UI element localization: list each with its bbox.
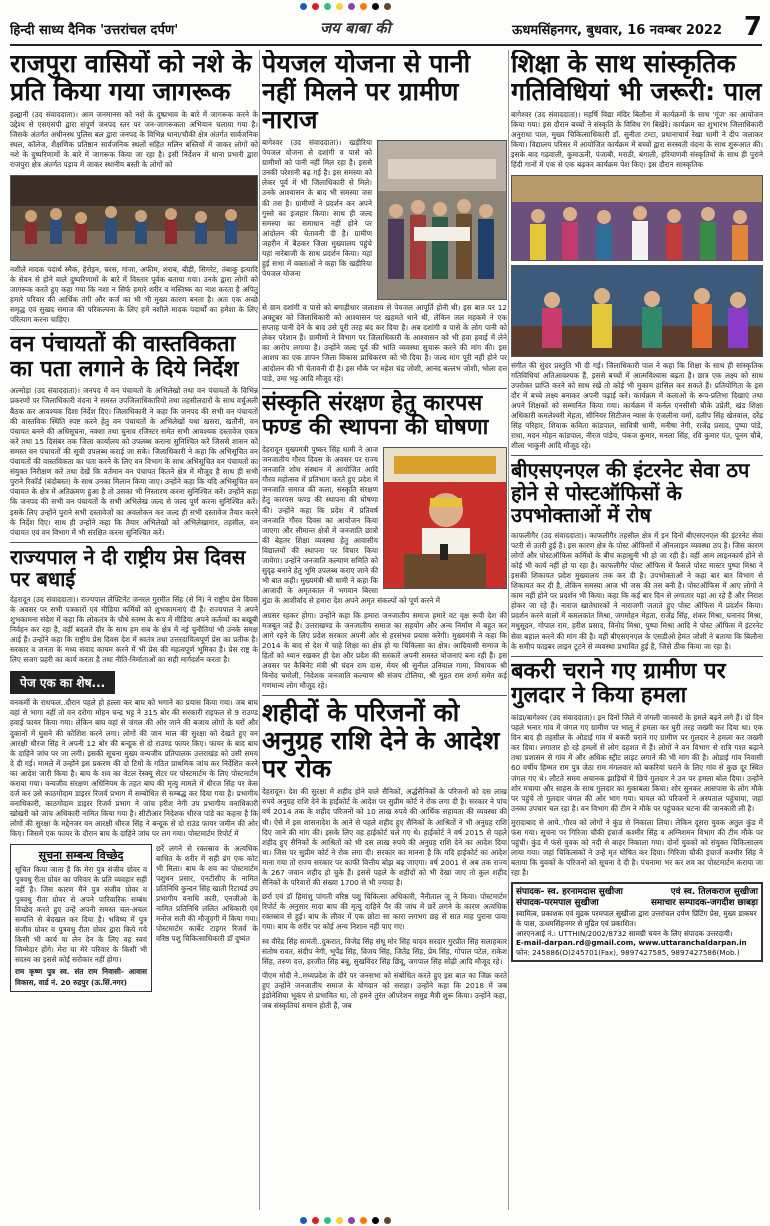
article-text: नशीले मादक पदार्थ स्मैक, हेरोइन, चरस, गांजा, अफीम, शराब, बीड़ी, सिगरेट, तंबाकू इत्यादि के सेवन से होने वाले दुष्परिणामों के बारे में विस्तार पूर्वक बताया गया। उनके द्वारा लोगों को जागरूक करते हुए कहा गया कि नशा न सिर्फ हमारे शरीर व मस्तिष्क का नाश करता है अपितु हमारे परिवार की आर्थिक तंगी और कर्ज का भी भी मुख्य कारण बनता है। अतः एक अच्छे समृद्ध एवं सुखद समाज की परिकल्पना के लिए हमें नशीले मादक पदार्थों का हमेशा के लिए परित्याग करना चाहिए। bbox=[10, 264, 258, 325]
article-text: काफलीगैर (उद संवाददाता)। काफलीगैर तहसील क्षेत्र में इन दिनों बीएसएनएल की इंटरनेट सेवा पटरी से उतरी हुई है। इस कारण क्षेत्र के पोस्ट ऑफिसों में ऑनलाइन व्यवस्था ठप है। जिस कारण लोगों और पोस्टऑफिस कर्मियों के बीच कहासुनी भी हो जा रही है। वहीं आम लाइनकार्य होने से कोई भी कार्य नहीं हो पा रहा है। काफलीगैर पोस्ट ऑफिस में फैसले पोस्ट मास्टर पुष्पा मिश्रा ने इसकी शिकायत प्रदेश मुख्यालय तक कर दी है। उपभोक्ताओं ने कहा बार बार विभाग से शिकायत कर दी है, लेकिन समस्या आज भी जस की तस बनी है। पोस्टऑफिस में आए लोगों ने काम नहीं होने पर प्रदर्शन भी किया। कहा कि कई बार दिन से लगातार यहां आ रहे हैं और निराश होकर जा रहे हैं। नाराज खातेधारकों ने नाराजगी जताते हुए पोस्ट ऑफिस में प्रदर्शन किया। प्रदर्शन करने वालों में कमलकांत मिश्रा, जगमोहन मेहता, राजेंद्र सिंह, शंकर मिश्रा, घनानंद मिश्रा, मधुसूदन, गोपाल राम, हरीश प्रसाद, विनोद मिश्रा, पुष्पा मिश्रा आदि ने पोस्ट ऑफिस में इंटरनेट सेवा बहाल करने की मांग की है। वहीं बीएसएनएल के एसडीओ हेमंत जोशी ने बताया कि बिलौना के समीप फाइबर लाइन टूटने से व्यवस्था प्रभावित हुई है, जिसे ठीक किया जा रहा है। bbox=[511, 530, 763, 651]
news-photo bbox=[10, 175, 258, 261]
registration-dot bbox=[348, 3, 355, 10]
imprint-box bbox=[511, 882, 763, 962]
registration-dot bbox=[336, 1217, 343, 1224]
notice-row bbox=[10, 844, 258, 992]
news-photo bbox=[383, 447, 507, 589]
section-tag-continuation: पेज एक का शेष... bbox=[10, 671, 115, 694]
registration-dot bbox=[372, 1217, 379, 1224]
imprint-phone: फोन: 245886(O)245701(Fax), 9897427585, 9897427586(Mob.) bbox=[516, 947, 740, 957]
headline-corpus-fund: संस्कृति संरक्षण हेतु कारपस फण्ड की स्थापना की घोषणा bbox=[262, 390, 489, 441]
registration-dot bbox=[372, 3, 379, 10]
registration-dot bbox=[384, 1217, 391, 1224]
imprint-details: स्वामित्व, प्रकाशक एवं मुद्रक परमपाल सुखीजा द्वारा उत्तरांचल दर्पण प्रिंटिंग प्रेस, मुख्य डाकघर के पास, ऊधमसिंहनगर से मुद्रित एवं प्रकाशित। bbox=[516, 909, 757, 929]
registration-dot bbox=[300, 1217, 307, 1224]
notice-title: सूचना सम्बन्ध विच्छेद bbox=[38, 848, 124, 862]
registration-dot bbox=[360, 1217, 367, 1224]
article-text: वनकर्मी के राधफल..दौरान पहले हो हल्ला कर बाघ को भगाने का प्रयास किया गया। जब बाघ वहां से भागा नहीं तो वन दरोगा मोहन चन्द्र भट्ट ने 315 बोर की सरकारी राइफल से 9 राउण्ड हवाई फायर किया गया। लेकिन बाघ वहां से जंगल की ओर जाने की बजाय लोगों के घरों और दुकानों में घुसने की कोशिश करने लगा। लोगों की जान माल की सुरक्षा को देखते हुए वन आरक्षी धीरज सिंह ने अपनी 12 बोर की बन्दूक से दो राउण्ड फायर किए। फायर के बाद बाघ के दाहिने जांघ पर जा लगी। इसकी सूचना मुख्य वन्यजीव प्रतिपालक उत्तराखंड को उसी समय दे दी गई। मामले में उन्होंने इस प्रकरण की दो टिमों के गठित प्राथमिक जांच कर निर्देशित करने का आदेश जारी किया है। बाघ के शव का वेटल रेस्क्यू सेंटर पर पोस्टमार्टम के लिए पोस्टमार्टम कराया गया। वन्यजीव संरक्षण अधिनियम के तहत बाघ की मृत्यु मामले में धीरज सिंह पर केस दर्ज कर उसे काठगोदाम डाइरर रिजर्व प्रभाग में सम्बोधित से सम्बद्ध कर दिया गया है। प्रभागीय वनाधिकारी, काठगोदाम डाइरर रिजर्व प्रभाग ने जांच हरीश नेगी उप प्रभागीय वनाधिकारी खोखरी को जांच अधिकारी नामित किया गया है। सीटीआर निदेशक धीरज पांडे का कहना है कि लोगों की सुरक्षा के मद्देनजर वन आरक्षी धीरज सिंह ने बन्दूक से दो राउंड फायर जमीन की ओर किए। जिसमें एक फायर के दौरान बाघ के दाहिने जांघ पर लग गया। पोस्टमार्टम रिपोर्ट में bbox=[10, 698, 258, 839]
news-editor: समाचार सम्पादक-जगदीश छाबड़ा bbox=[650, 898, 758, 909]
registration-dot bbox=[324, 3, 331, 10]
article-text: पीएम मोदी ने..मध्यप्रदेश के दौरे पर जनसभा को संबोधित करते हुए इस बात का जिक्र करते हुए उन्होंने जनजातीय समाज के योगदान को सराहा। उन्होंने कहा कि 2018 में जब इंडोनेशिया भूकंप से प्रभावित था, तो हमने तुरंत ऑपरेशन समुद्र मैत्री शुरू किया। उन्होंने कहा, जब संस्कृतियां समान होती हैं, जब bbox=[262, 970, 507, 1011]
divider bbox=[262, 388, 507, 389]
dateline: ऊधमसिंहनगर, बुधवार, 16 नवम्बर 2022 bbox=[512, 23, 722, 38]
article-text: संगीत की सुंदर प्रस्तुति भी दी गई। जिलाधिकारी पाल ने कहा कि शिक्षा के साथ ही सांस्कृतिक गतिविधियां अतिआवश्यक हैं, इससे बच्चों में आत्मविश्वास बढ़ता है। छात्र एक लक्ष्य को साथ उपरोक्त प्राप्ति करने को साथ रखें तो कोई भी मुकाम हासिल कर सकते हैं। प्रतियोगिता के इस दौर में बच्चे लक्ष्य बनाकर अपनी पढ़ाई करें। कार्यक्रम में कलाओं के रूप-प्रतिभा दिखाएं तथा अपने शिक्षकों को सम्मानित किया गया। कार्यक्रम में कर्नल एनसीसी चौके उप्रेती, खंड शिक्षा अधिकारी कमलेश्वरी मेहता, सीनियर सिटीजन न्यास के एंजलीना वर्मा, दलीप सिंह खेतवाल, दरेंद्र सिंह परिहार, शिवाक कविता कांडपाल, सावित्री धामी, मनीषा नेगी, राजेंद्र प्रसाद, पुष्पा पांडे, राधा, मदन मोहन कांडपाल, नीरज पांडेय, पंकज कुमार, मनला सिंह, रवि कुमार पंत, पूनम चौबे, शीला भाकुनी आदि मौजूद रहे। bbox=[511, 360, 763, 451]
founder-editor: संपादक- स्व. हरनामदास सुखीजा bbox=[516, 887, 623, 898]
imprint-founders bbox=[516, 887, 758, 898]
registration-dot bbox=[300, 3, 307, 10]
masthead-center-text: जय बाबा की bbox=[320, 19, 391, 37]
paper-name: हिन्दी साध्य दैनिक 'उत्तरांचल दर्पण' bbox=[10, 23, 179, 38]
divider bbox=[10, 542, 258, 543]
headline-sanskritik-gatividhi: शिक्षा के साथ सांस्कृतिक गतिविधियां भी जरूरी: पाल bbox=[511, 50, 762, 106]
article-text: स्व वीरेंद्र सिंह सामंती..दुकरात, विजेंद्र सिंह संधू मोर सिंह यादव सरदार गुरप्रीत सिंह सलाहकार संतोष रावत, संदीप नेगी, भूपेंद्र सिंह, विजय सिंह, जितेंद्र सिंह, प्रेम सिंह, गोपाल पटेल, राकेश सिंह, तरुण दत्त, हरजीत सिंह बंबू, सुखविंदर सिंह छिंदू, जगपाल सिंह सोढ़ी आदि मौजूद रहे। bbox=[262, 936, 507, 966]
article-text: हल्द्वानी (उद संवाददाता)। आम जनमानस को नशे के दुष्प्रभाव के बारे में जागरूक करने के उद्देश्य से एसएसपी द्वारा संपूर्ण जनपद स्तर पर जन-जागरूकता अभियान चलाया गया है। जिसके अंतर्गत अधीनस्थ पुलिस बल द्वारा जनपद के विभिन्न थाना/चौकी क्षेत्र अंतर्गत सार्वजनिक स्थल, कॉलेज, शैक्षणिक प्रतिष्ठान सार्वजनिक स्थलों सहित मलिन बस्तियों में जाकर लोगों को नशे के दुष्परिणामों के बारे में जागरूक किया जा रहा है। इसी निर्देशन में थाना प्रभारी द्वारा राजपुरा क्षेत्र अंतर्गत पड़ाव में जाकर स्थानीय बस्ती के लोगों को bbox=[10, 110, 258, 170]
article-text: देहरादून। देश की सुरक्षा में शहीद होने वाले सैनिकों, अर्द्धसैनिकों के परिजनों को दस लाख रुपये अनुग्रह राशि देने के हाईकोर्ट के आदेश पर सुप्रीम कोर्ट ने रोक लगा दी है। सरकार ने पांच वर्ष 2014 तक के शहीद परिजनों को 10 लाख रुपये की आर्थिक सहायता की व्यवस्था की थी। ऐसे में इस शासनादेश के आने से पहले शहीद हुए सैनिकों के आश्रितों ने भी अनुग्रह राशि दिए जाने की मांग की। इसके लिए वह हाईकोर्ट चले गए थे। हाईकोर्ट ने वर्ष 2015 से पहले शहीद हुए सैनिकों के आश्रितों को भी दस लाख रुपये की अनुग्रह राशि देने का आदेश दिया था। जिस पर सुप्रीम कोर्ट ने रोक लगा दी। सरकार का मानना है कि यदि हाईकोर्ट का आदेश माना गया तो राज्य सरकार पर काफी वित्तीय बोझ बढ़ जाएगा। वर्ष 2001 से अब तक राज्य के 267 जवान शहीद हो चुके हैं। इससे पहले के शहीदों को भी देखा जाए तो कुल शहीद सैनिकों के परिवारों की संख्या 1700 से भी ज्यादा है। bbox=[262, 787, 507, 888]
article-text: मुरादाबाद से आये..गौरव को लोगों ने कुंड से निकाला लिया। लेकिन दूसरा युवक अतुल कुंड में फंस गया। सूचना पर गिरिजा चौकी इंचार्ज कश्मीर सिंह व अग्निशमन विभाग की टीम मौके पर पहुंची। कुंड में फंसे युवक को नदी से बाहर निकाला गया। दोनों युवकों को संयुक्त चिकित्सालय लाया गया। जहां चिकित्सकों ने उन्हें मृत घोषित कर दिया। गिरिजा चौकी इंचार्ज कश्मीर सिंह ने बताया कि युवकों के परिजनों को सूचना दे दी है। पंचनामा भर कर शव का पोस्टमार्टम कराया जा रहा है। bbox=[511, 817, 763, 878]
divider bbox=[511, 656, 763, 657]
news-photo bbox=[511, 175, 763, 261]
article-text: बागेश्वर (उद संवाददाता)। महर्षि विद्या मंदिर बिलौना में कार्यक्रमों के साथ 'गूंज' का आयोजन किया गया। इस दौरान बच्चों ने संस्कृति के विविध रंग बिखेरे। कार्यक्रम का शुभारंभ जिलाधिकारी अनुराधा पाल, मुख्य चिकित्साधिकारी डॉ. सुनीता टम्टा, प्रधानाचार्य रेखा धामी ने दीप जलाकर किया। विद्यालय परिसर में आयोजित कार्यक्रम में बच्चों द्वारा सरस्वती वंदना के साथ शुरूआत की। इसके बाद गढ़वाली, कुमाऊनी, पंजाबी, मराठी, बंगाली, हरियाणवी संस्कृतियों के साथ ही पुराने हिंदी गानों में एक से एक बढ़कर कार्यक्रम पेश किए। इस दौरान सास्कृतिक bbox=[511, 110, 763, 170]
headline-press-divas: राज्यपाल ने दी राष्ट्रीय प्रेस दिवस पर बधाई bbox=[10, 544, 246, 592]
notice-text: सूचित किया जाता है कि मेरा पुत्र संजीव ग्रोवर व पुत्रवधु रीता ग्रोवर का परिवार के प्रति व्यवहार सही नहीं है। जिस कारण मैंने पुत्र संजीव ग्रोवर व पुत्रवधु रीता ग्रोवर से अपने पारिवारिक सम्बंध विच्छेद करते हुए उन्हें अपनी समस्त चल-अचल सम्पत्ति से बेदखल कर दिया है। भविष्य में पुत्र संजीव ग्रोवर व पुत्रवधु रीता ग्रोवर द्वारा किये गये किसी भी कार्य या लेन देन के लिए वह स्वयं जिम्मेदार होंगे। मेरा या मेरे परिवार के किसी भी सदस्य का इससे कोई सरोकार नहीं होगा। bbox=[15, 864, 147, 965]
registration-dot bbox=[360, 3, 367, 10]
column-1 bbox=[10, 50, 258, 1210]
imprint-rni: आरएनआई नं.: UTTHIN/2002/8732 सामग्री चयन के लिए संपादक उत्तरदायी। bbox=[516, 928, 733, 938]
news-photo bbox=[511, 265, 763, 357]
crowd-photo-icon bbox=[11, 176, 258, 260]
headline-van-panchayat: वन पंचायतों की वास्तविकता का पता लगाने के दिये निर्देश bbox=[10, 332, 239, 382]
divider bbox=[262, 695, 507, 696]
publisher-editor: संपादक-परमपाल सुखीजा bbox=[516, 898, 599, 909]
article-text: देहरादून (उद संवाददाता)। राज्यपाल लेफ्टिनेंट जनरल गुरमीत सिंह (से नि) ने राष्ट्रीय प्रेस दिवस के अवसर पर सभी पत्रकारों एवं मीडिया कर्मियों को शुभकामनाएं दी हैं। राज्यपाल ने अपने शुभकामना संदेश में कहा कि लोकतंत्र के चौथे स्तम्भ के रूप में मीडिया अपने कर्तव्यों का बखूबी निर्वहन कर रहा है, वहीं बदलते दौर के साथ हम सब के क्षेत्र में नई चुनौतियां भी उनके समक्ष आई हैं। उन्होंने कहा कि राष्ट्रीय प्रेस दिवस देश में स्वतंत्र तथा उत्तरदायित्वपूर्ण प्रेस का प्रतीक है। सरकार व जनता के मध्य संवाद कायम करने में भी प्रेस की महत्वपूर्ण भूमिका है। प्रेस राष्ट्र के लिए सजग प्रहरी का कार्य करता है तथा नीति-निर्माताओं का सही मार्गदर्शन करता है। bbox=[10, 594, 258, 665]
headline-nasha-jagrukta: राजपुरा वासियों को नशे के प्रति किया गया जागरूक bbox=[10, 50, 252, 106]
article-text: अग्रसर रहकर होगा। उन्होंने कहा कि हमारा जनजातीय समाज हमारे वट वृक्ष रूपी देश की मजबूत जड़ें हैं। उत्तराखण्ड के जनजातीय समाज का सहयोग और अन्य निर्माण में बहुत कर आगे रहने के लिए प्रदेश सरकार अपनी ओर से हरसंभव प्रयास करेगी। मुख्यमंत्री ने कहा कि 2014 के बाद से देश में चाहे शिक्षा का क्षेत्र हो या चिकित्सा का क्षेत्र। आदिवासी समाज के हितों को ध्यान रखकर ही देश और प्रदेश की सरकारें अपनी समस्त योजनाएं बना रही हैं। इस अवसर पर कैबिनेट मंत्री श्री चंदन राम दास, मेयर श्री सुनील उनियाल गामा, विधायक श्री विनोद चमोली, निदेशक जनजाति कल्याण श्री संजय टोलिया, श्री मुहत राम शर्मा समेत कई गणमान्य लोग मौजूद रहे। bbox=[262, 610, 507, 691]
imprint-email[interactable]: E-mail-darpan.rd@gmail.com, www.uttaranchaldarpan.in bbox=[516, 938, 747, 948]
column-divider bbox=[259, 50, 260, 1210]
masthead bbox=[10, 14, 762, 46]
cm-speech-photo-icon bbox=[384, 448, 506, 588]
founder-coeditor: एवं स्व. तिलकराज सुखीजा bbox=[670, 887, 758, 898]
registration-dots-bottom bbox=[0, 1214, 770, 1226]
notice-box bbox=[10, 844, 152, 992]
article-text: कांडा/बागेश्वर (उद संवाददाता)। इन दिनों जिले में जंगली जानवरों के हमले बढ़ने लगे हैं। दो दिन पहले भनार गांव में जंगल गए ग्रामीण पर भालू ने हमला कर घुरी तरह जख्मी कर दिया था। एक दिन बाद ही तहसील के ओडाई गांव में बकरी चराने गए ग्रामीण पर गुलदार ने हमला कर जख्मी कर दिया। लगातार हो रहे हमलों से लोग दहशत में हैं। लोगों ने वन विभाग से रात्रि गश्त बढ़ाने तथा प्रशासन से गांव में और अधिक स्ट्रीट लाइट लगाने की भी मांग की है। ओडाई गांव निवासी 60 वर्षीय हिम्मत राम पुत्र जेठा राम मंगलवार को बकरियां चराने के लिए गांव से कुछ दूर स्थित जंगल गए थे। लौटते समय अचानक झाड़ियों में छिपे गुलदार ने उन पर हमला बोल दिया। उन्होंने शोर मचाया और साहस के साथ गुलदार का मुकाबला किया। शोर सुनकर आसपास के लोग मौके पर पहुंचे तो गुलदार जंगल की ओर भाग गया। घायल को परिजनों ने अस्पताल पहुंचाया, जहां उनका उपचार चल रहा है। वन विभाग की टीम ने मौके पर पहुंचकर घटना की जानकारी ली है। bbox=[511, 712, 763, 813]
imprint-editors bbox=[516, 898, 758, 909]
registration-dot bbox=[336, 3, 343, 10]
notice-signature: राम कृष्ण पुत्र स्व. संत राम निवासी- आवास विकास, वार्ड नं. 20 रुद्रपुर (ऊ.सिं.नगर) bbox=[15, 967, 147, 987]
registration-dot bbox=[312, 1217, 319, 1224]
headline-guldar-hamla: बकरी चराने गए ग्रामीण पर गुलदार ने किया हमला bbox=[511, 658, 726, 709]
divider bbox=[10, 329, 258, 330]
article-text: छर्रे लगने से रक्तस्राव के अत्यधिक बाधित के शरीर में सही ढंग एक कोट भी मिला। बाघ के शव का पोस्टमार्टम पशुधन प्रसार, एनटीसीए के नामित प्रतिनिधि कुन्दन सिंह खाती रिटायर्ड उप प्रभागीय वनाधि कारी, एनजीओ के नामित प्रतिनिधि ललित अधिकारी एवं मनोज सती की मौजूदगी में किया गया। पोस्टमार्टम कार्बेट टाइगर रिजर्व के वरिष्ठ पशु चिकित्साधिकारी डॉ दुष्यंत bbox=[156, 843, 258, 944]
article-text: देहरादून मुख्यमंत्री पुष्कर सिंह धामी ने आज जनजातीय गौरव दिवस के अवसर पर राज्य जनजाति शोध संस्थान में आयोजित आदि गौरव महोत्सव में प्रतिभाग करते हुए प्रदेश में जनजाति समाज की कला, संस्कृति संरक्षण हेतु कारपस फण्ड की स्थापना की घोषणा की। उन्होंने कहा कि प्रदेश में प्रतिवर्ष जनजाति गौरव दिवस का आयोजन किया जाएगा और सीमान्त क्षेत्रों में जनजाति छात्रों की बेहतर शिक्षा व्यवस्था हेतु आवासीय विद्यालयों की स्थापना पर विचार किया जायेगा। उन्होंने जनजाति कल्याण समिति को सुदृढ़ बनाने हेतु भूमि उपलब्ध कराए जाने की भी बात कही। मुख्यमंत्री श्री धामी ने कहा कि आजादी के अमृतकाल में भगवान बिरसा मुंडा के आशीर्वाद से हमारा देश अपने अमृत संकल्पों को पूर्ण करने में bbox=[262, 445, 440, 606]
school-program-photo-icon bbox=[512, 176, 763, 260]
column-divider bbox=[508, 50, 509, 1210]
registration-dots-top bbox=[0, 0, 770, 12]
students-photo-icon bbox=[512, 266, 763, 356]
registration-dot bbox=[348, 1217, 355, 1224]
article-text: से ग्राम दशांगी व पासे को बगाड़ीधार जलाशय से पेयजल आपूर्ति होनी थी। इस बात पर 12 अक्टूबर को जिलाधिकारी को आश्वासन पर खहमते थाने थी, लेकिन जल महकमे ने एक सप्ताह पानी देने के बाद उसे पूरी तरह बंद कर दिया है। अब दशांगी व पासे के लोग पानी को लेकर परेशान हैं। ग्रामीणों ने विभाग पर जिलाधिकारी के आश्वासन को भी हवा हवाई में लेने का आरोप लगाया है। उन्होंने जल्द पूर्व की भांति व्यवस्था सुचारू करने की मांग की। इस आशय का एक ज्ञापन जिला विकास प्राधिकरण को भी दिया है। जल्द मांग पूरी नहीं होने पर आंदोलन की भी चेतावनी दी है। इस मौके पर महेश चंद्र जोशी, आनंद बल्लभ जोशी, भोला दत्त पांडे, उमा भट्ट आदि मौजूद रहे। bbox=[262, 303, 507, 383]
divider bbox=[511, 455, 763, 456]
registration-dot bbox=[384, 3, 391, 10]
column-3 bbox=[511, 50, 763, 1210]
article-text: अल्मोड़ा (उद संवाददाता)। जनपद में वन पंचायतों के अभिलेखों तथा वन पंचायतों के विभिन्न प्रकरणों पर जिलाधिकारी वंदना ने समस्त उपजिलाधिकारियों तथा तहसीलदारों के साथ वर्चुअली बैठक कर आवश्यक दिशा निर्देश दिए। जिलाधिकारी ने कहा कि जनपद की सभी वन पंचायतों की वास्तविक स्थिति स्पष्ट करने हेतु वन पंचायतों के अभिलेखों यथा खसरा, खतौनी, वन पंचायत बनने की अधिसूचना, नक्शा तथा चुनाव रजिस्टर समेत सभी आवश्यक दस्तावेज एकत्र करें तथा 15 दिसंबर तक जिला कार्यालय को उपलब्ध कराना सुनिश्चित करें जिससे शासन को समस्त वन पंचायतों की सूची उपलब्ध कराई जा सके। जिलाधिकारी ने कहा कि अभिसूचित वन पंचायतों की वास्तविकता का पता करने के लिए वन विभाग के साथ अभिसूचित वन पंचायतों का संयुक्त निरीक्षण करें तथा देखें कि वर्तमान वन पंचायत कितने क्षेत्र में मौजूद है साथ ही सभी पुराने रिकॉर्ड (बंदोबस्त) के साथ उनका मिलान किया जाए। उन्होंने कहा कि यदि अभिसूचित वन पंचायत के क्षेत्र में अतिक्रमण हुआ है तो उसका भी निस्तारण करना सुनिश्चित करें। उन्होंने कहा कि जनपद की सभी वन पंचायतों के सभी अभिलेख जल्द से जल्द पूर्ण करना सुनिश्चित करें। इसके लिए उन्होंने पुराने सभी दस्तावेजों का अवलोकन कर जल्द ही सभी दस्तावेज तैयार करने के निर्देश दिए। साथ ही उन्होंने कहा कि तैयार अभिलेखों को अभिलेखागार, तहसील, वन पंचायत एवं वन विभाग में भी संरक्षित करना सुनिश्चित करें। bbox=[10, 386, 258, 537]
headline-shaheed-anugrah: शहीदों के परिजनों को अनुग्रह राशि देने के आदेश पर रोक bbox=[262, 698, 500, 784]
headline-peyjal-yojana: पेयजल योजना से पानी नहीं मिलने पर ग्रामीण नाराज bbox=[262, 50, 471, 134]
registration-dot bbox=[312, 3, 319, 10]
news-photo bbox=[377, 140, 507, 300]
protest-photo-icon bbox=[378, 141, 506, 299]
article-text: छर्रा एवं डॉ हिमांशु पांगती वरिष्ठ पशु चिकित्सा अधिकारी, नैनीताल जू ने किया। पोस्टमार्टम रिपोर्ट के अनुसार मादा बाघ की मृत्यु दाहिने पैर की जांघ में छर्रे लगने के कारण अत्यधिक रक्तस्राव से हुई। बाघ के लीवर में एक छोटा सा कारा लगभग छह से सात माह पुराना पाया गया। बाघ के शरीर पर कोई अन्य निशान नहीं पाए गए। bbox=[262, 892, 507, 932]
column-2 bbox=[262, 50, 507, 1210]
registration-dot bbox=[324, 1217, 331, 1224]
article-text: बागेश्वर (उद संवाददाता)। खड़ीरिया पेयजल योजना से दशांगी व पासे को ग्रामीणों को पानी नहीं मिल रहा है। इससे उनकी परेशानी बढ़ गई है। इस समस्या को लेकर पूर्व में भी जिलाधिकारी से मिले। उनके आश्वासन के बाद भी समस्या जस की तस है। ग्रामीणों ने प्रदर्शन कर अपने गुस्से का इजहार किया। साथ ही जल्द समस्या का समाधान नहीं होने पर आंदोलन की चेतावनी दी है। ग्रामीण जहरीन में बैठकर जिला मुख्यालय पहुंचे यहां नारेबाजी के साथ प्रदर्शन किया। यहां हुई सभा में वक्ताओं ने कहा कि खड़ीरिया पेयजल योजना bbox=[262, 138, 372, 279]
headline-bsnl-internet: बीएसएनएल की इंटरनेट सेवा ठप होने से पोस्टऑफिसों के उपभोक्ताओं में रोष bbox=[511, 458, 750, 528]
page-number: 7 bbox=[743, 12, 762, 42]
